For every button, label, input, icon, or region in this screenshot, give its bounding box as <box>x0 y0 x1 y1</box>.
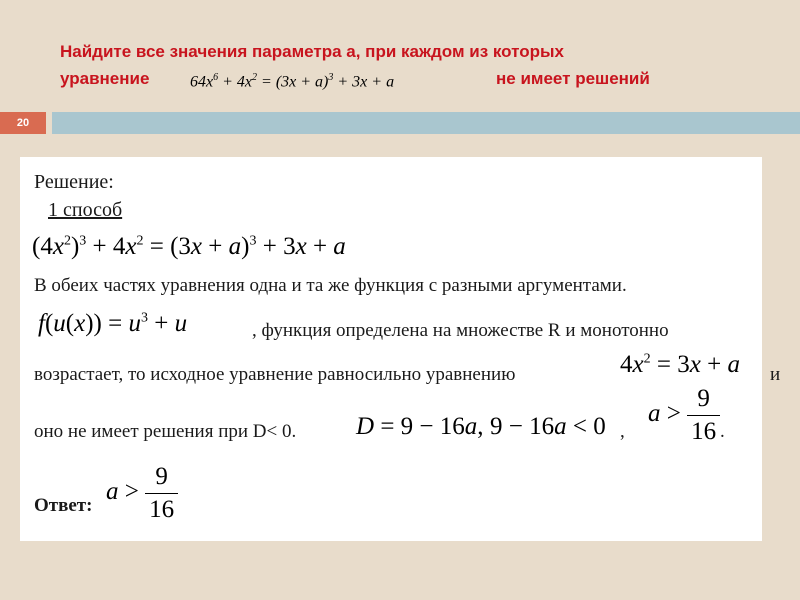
paragraph-1: В обеих частях уравнения одна и та же функция с разными аргументами. <box>34 275 627 296</box>
solution-inequality: a > $\frac{9}{16}$ <box>648 385 720 446</box>
slide-title <box>60 38 760 92</box>
title-tail: не имеет решений <box>496 69 650 88</box>
paragraph-3: возрастает, то исходное уравнение равносильно уравнению <box>34 364 516 385</box>
comma-separator: , <box>620 421 625 442</box>
method-label: 1 способ <box>48 199 123 221</box>
discriminant: D = 9 − 16a, <box>356 413 484 440</box>
solution-panel <box>20 157 781 541</box>
title-line-2: уравнение <box>60 69 150 88</box>
title-equation: $64x^6 + 4x^2 = (3x + a)^3 + 3x + a$ <box>190 72 395 91</box>
paragraph-4: оно не имеет решения при D< 0. <box>34 421 297 442</box>
period: . <box>720 421 725 442</box>
decorative-bar <box>52 112 800 134</box>
solution-heading: Решение: <box>34 171 114 193</box>
answer-value: a > $\frac{9}{16}$ <box>106 463 178 524</box>
slide-number: 20 <box>16 117 30 129</box>
answer-label: Ответ: <box>34 495 93 516</box>
equivalent-equation: $4x^2 = 3x + a$ <box>620 351 740 378</box>
paragraph-3-end: и <box>770 364 781 385</box>
paragraph-2: , функция определена на множестве R и монотонно <box>252 320 669 341</box>
title-line-1: Найдите все значения параметра а, при каждом из которых <box>60 42 564 61</box>
function-definition: $f(u(x)) = u^3 + u$ <box>38 310 188 337</box>
equation-rewritten: $(4x^2)^3 + 4x^2 = (3x + a)^3 + 3x + a$ <box>32 233 346 260</box>
inequality: 9 − 16a < 0 <box>490 413 606 440</box>
